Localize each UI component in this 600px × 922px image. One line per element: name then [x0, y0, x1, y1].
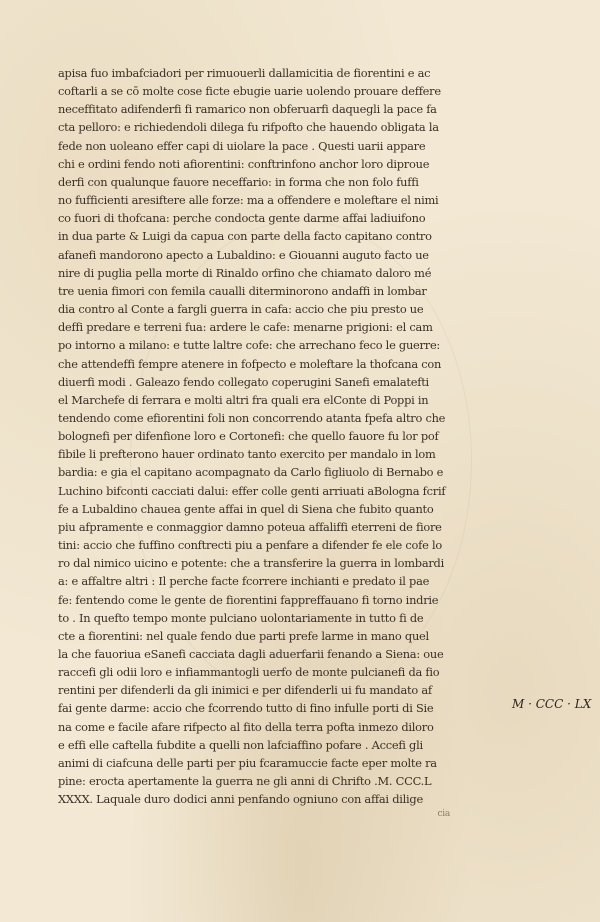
text-line: piu afpramente e conmaggior damno poteua affaliffi eterreni de fiore	[58, 519, 442, 534]
text-line: la che fauoriua eSanefi cacciata dagli aduerfarii fenando a Siena: oue	[58, 647, 444, 661]
text-line: diuerfi modi . Galeazo fendo collegato coperugini Sanefi emalatefti	[58, 374, 429, 389]
text-line: fe a Lubaldino chauea gente affai in quel di Siena che fubito quanto	[58, 501, 434, 516]
marginal-note: M · CCC · LX	[512, 697, 592, 711]
text-line: dia contro al Conte a fargli guerra in cafa: accio che piu presto ue	[58, 302, 424, 317]
text-line: bolognefi per difenfione loro e Cortonefi: che quello fauore fu lor pof	[58, 429, 439, 444]
text-line: tini: accio che fuffino conftrecti piu a penfare a difender fe ele cofe lo	[58, 538, 442, 553]
text-line: tendendo come efiorentini foli non concorrendo atanta fpefa altro che	[58, 410, 446, 425]
text-line: raccefi gli odii loro e infiammantogli uerfo de monte pulcianefi da fio	[58, 665, 440, 680]
text-line: pine: erocta apertamente la guerra ne gli anni di Chrifto .M. CCC.L	[58, 774, 432, 789]
text-line: to . In quefto tempo monte pulciano uolontariamente in tutto fi de	[58, 610, 424, 625]
text-line: no fufficienti aresiftere alle forze: ma a offendere e moleftare el nimi	[58, 193, 439, 208]
text-line: deffi predare e terreni fua: ardere le cafe: menarne prigioni: el cam	[58, 320, 433, 335]
text-line: el Marchefe di ferrara e molti altri fra quali era elConte di Poppi in	[58, 392, 429, 407]
text-line: rentini per difenderli da gli inimici e per difenderli ui fu mandato af	[58, 683, 432, 698]
catchword: cia	[437, 809, 450, 820]
text-line: fede non uoleano effer capi di uiolare la pace . Questi uarii appare	[58, 138, 426, 153]
text-line: cte a fiorentini: nel quale fendo due parti prefe larme in mano quel	[58, 628, 429, 643]
text-line: na come e facile afare rifpecto al fito della terra pofta inmezo diloro	[58, 719, 434, 734]
text-line: fai gente darme: accio che fcorrendo tutto di fino infulle porti di Sie	[58, 701, 434, 716]
text-line: che attendeffi fempre atenere in fofpecto e moleftare la thofcana con	[58, 356, 442, 371]
text-line: a: e affaltre altri : Il perche facte fcorrere inchianti e predato il pae	[58, 574, 430, 589]
body-text	[58, 64, 450, 820]
text-line: XXXX. Laquale duro dodici anni penfando ogniuno con affai dilige	[58, 792, 423, 807]
text-line: e effi elle caftella fubdite a quelli non lafciaffino pofare . Accefi gli	[58, 737, 423, 752]
text-line: fe: fentendo come le gente de fiorentini fappreffauano fi torno indrie	[58, 592, 439, 607]
text-line: po intorno a milano: e tutte laltre cofe: che arrechano feco le guerre:	[58, 338, 441, 353]
text-line: animi di ciafcuna delle parti per piu fcaramuccie facte eper molte ra	[58, 755, 437, 770]
text-line: co fuori di thofcana: perche condocta gente darme affai ladiuifono	[58, 211, 426, 226]
text-line: Luchino bifconti cacciati dalui: effer colle genti arriuati aBologna fcrif	[58, 483, 446, 498]
text-line: apisa fuo imbafciadori per rimuouerli dallamicitia de fiorentini e ac	[58, 66, 431, 80]
text-line: ro dal nimico uicino e potente: che a transferire la guerra in lombardi	[58, 556, 444, 571]
text-line: neceffitato adifenderfi fi ramarico non obferuarfi daquegli la pace fa	[58, 102, 437, 117]
text-line: in dua parte & Luigi da capua con parte della facto capitano contro	[58, 229, 432, 244]
text-line: chi e ordini fendo noti afiorentini: conftrinfono anchor loro diproue	[58, 156, 430, 171]
text-line: afanefi mandorono apecto a Lubaldino: e Giouanni auguto facto ue	[58, 247, 429, 262]
text-line: bardia: e gia el capitano acompagnato da Carlo figliuolo di Bernabo e	[58, 465, 444, 480]
text-line: derfi con qualunque fauore neceffario: in forma che non folo fuffi	[58, 174, 419, 189]
text-line: nire di puglia pella morte di Rinaldo orfino che chiamato daloro mé	[58, 265, 432, 280]
text-line: tre uenia fimori con femila caualli diterminorono andaffi in lombar	[58, 283, 427, 298]
text-line: fibile li prefterono hauer ordinato tanto exercito per mandalo in lom	[58, 447, 436, 462]
text-line: cta pelloro: e richiedendoli dilega fu rifpofto che hauendo obligata la	[58, 120, 439, 135]
text-line: coftarli a se cō molte cose ficte ebugie uarie uolendo prouare deffere	[58, 84, 441, 99]
